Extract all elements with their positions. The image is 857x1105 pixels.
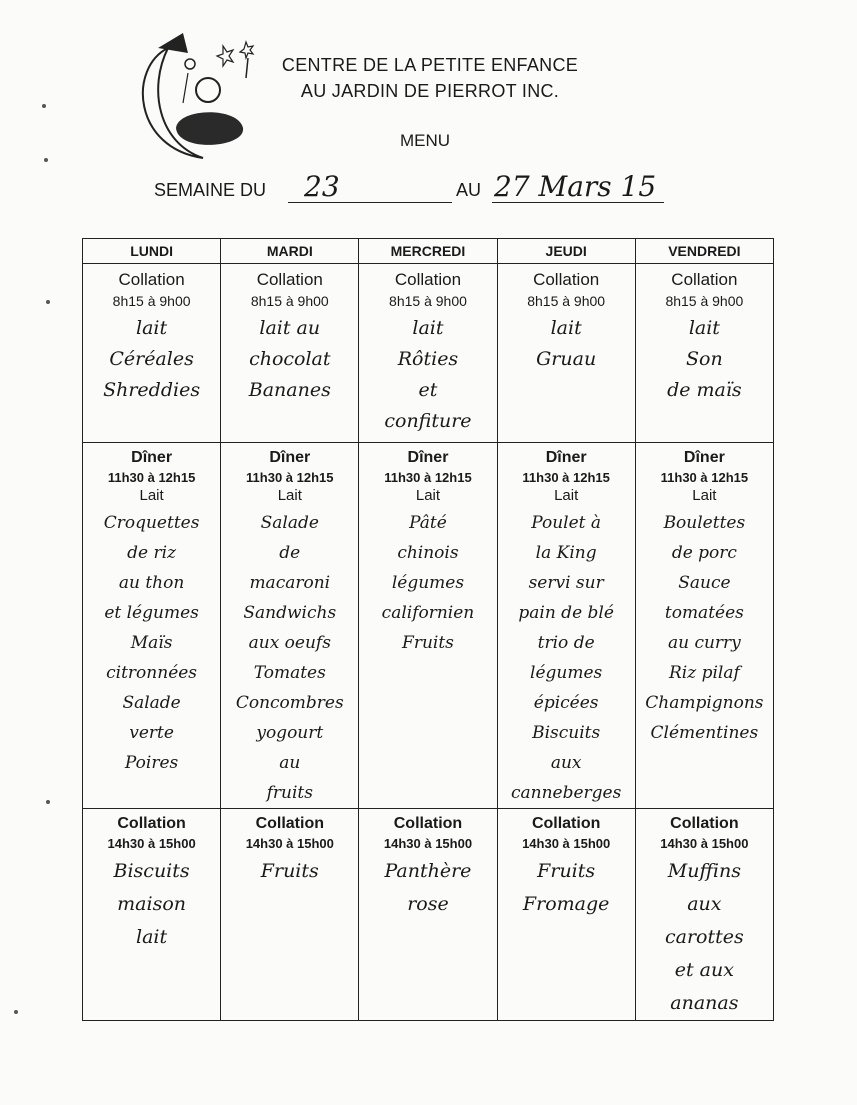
menu-item: Biscuits [532,723,601,743]
morning-label: Collation [394,270,462,289]
menu-item: Fruits [537,860,596,882]
menu-item: Riz pilaf [668,663,740,683]
menu-item: Salade [122,693,181,713]
menu-item: lait [412,317,444,339]
menu-item: maison [117,893,187,915]
afternoon-cell-mercredi [359,809,497,1021]
menu-item: Poires [124,753,179,773]
weekly-menu-table [82,238,774,1021]
morning-cell-mardi [221,264,359,443]
afternoon-label: Collation [393,815,463,832]
lunch-cell-jeudi [497,443,635,809]
menu-item: lait au [259,317,321,339]
menu-item: Clémentines [650,723,759,743]
week-from-value: 23 [304,170,340,203]
menu-item: Fruits [260,860,319,882]
day-header-vendredi: VENDREDI [635,239,773,264]
menu-item: et [418,379,438,401]
morning-time: 8h15 à 9h00 [250,293,329,309]
menu-item: épicées [533,693,599,713]
menu-item: légumes [391,573,465,593]
afternoon-cell-jeudi [497,809,635,1021]
menu-item: lait [136,317,168,339]
menu-items [636,855,773,1020]
menu-items [221,313,358,406]
menu-item: de riz [127,543,177,563]
menu-items [83,313,220,406]
menu-items [359,313,496,437]
afternoon-time: 14h30 à 15h00 [660,836,749,851]
menu-item: Salade [260,513,319,533]
lunch-milk: Lait [692,487,717,504]
menu-item: lait [550,317,582,339]
menu-items [221,508,358,808]
lunch-cell-vendredi [635,443,773,809]
menu-item: Concombres [235,693,344,713]
menu-item: citronnées [106,663,198,683]
menu-items [636,313,773,406]
morning-time: 8h15 à 9h00 [665,293,744,309]
morning-cell-vendredi [635,264,773,443]
menu-items [359,855,496,921]
afternoon-label: Collation [670,815,739,832]
morning-label: Collation [256,270,323,289]
lunch-milk: Lait [415,487,441,504]
week-line [154,172,714,212]
menu-items [83,855,220,954]
lunch-time: 11h30 à 12h15 [660,470,749,485]
menu-item: ananas [670,992,739,1014]
menu-item: lait [688,317,720,339]
lunch-time: 11h30 à 12h15 [384,470,472,485]
menu-item: la King [535,543,597,563]
lunch-label: Dîner [683,449,725,466]
menu-item: chocolat [249,348,331,370]
lunch-cell-mercredi [359,443,497,809]
menu-items [498,855,635,921]
day-header-lundi: LUNDI [83,239,221,264]
menu-item: Boulettes [663,513,746,533]
day-header-row [83,239,774,264]
lunch-time: 11h30 à 12h15 [522,470,610,485]
lunch-cell-mardi [221,443,359,809]
lunch-time: 11h30 à 12h15 [107,470,196,485]
menu-item: Maïs [130,633,173,653]
menu-item: lait [136,926,168,948]
menu-item: aux [687,893,722,915]
menu-item: Champignons [645,693,764,713]
menu-item: carottes [664,926,744,948]
lunch-milk: Lait [277,487,302,504]
afternoon-time: 14h30 à 15h00 [383,836,473,851]
menu-items [636,508,773,748]
menu-items [359,508,496,658]
lunch-cell-lundi [83,443,221,809]
menu-item: Fruits [402,633,454,653]
menu-item: de maïs [667,379,742,401]
menu-items [498,313,635,375]
menu-item: Gruau [536,348,597,370]
morning-label: Collation [671,270,738,289]
menu-item: Biscuits [113,860,190,882]
menu-item: au thon [118,573,185,593]
afternoon-snack-row [83,809,774,1021]
afternoon-time: 14h30 à 15h00 [522,836,611,851]
scan-speck [42,104,46,108]
menu-item: légumes [530,663,603,683]
org-line-1: CENTRE DE LA PETITE ENFANCE [281,55,579,75]
menu-items [221,855,358,888]
afternoon-cell-vendredi [635,809,773,1021]
lunch-milk: Lait [554,487,579,504]
menu-item: Fromage [522,893,610,915]
week-from-label: SEMAINE DU [154,180,267,200]
menu-item: de [279,543,301,563]
week-to-value: 27 Mars 15 [494,170,657,203]
menu-item: verte [129,723,174,743]
menu-item: Shreddies [103,379,201,401]
menu-item: chinois [397,543,459,563]
menu-item: tomatées [664,603,744,623]
day-header-mercredi: MERCREDI [359,239,497,264]
menu-item: au [279,753,301,773]
week-to-label: AU [456,180,482,200]
menu-item: yogourt [256,723,324,743]
morning-cell-lundi [83,264,221,443]
menu-items [498,508,635,808]
menu-item: aux oeufs [248,633,331,653]
menu-item: au curry [667,633,741,653]
day-header-jeudi: JEUDI [497,239,635,264]
menu-items [83,508,220,778]
morning-time: 8h15 à 9h00 [527,293,606,309]
org-line-2: AU JARDIN DE PIERROT INC. [300,81,560,101]
lunch-time: 11h30 à 12h15 [246,470,334,485]
menu-item: rose [407,893,449,915]
morning-cell-jeudi [497,264,635,443]
menu-item: aux [550,753,582,773]
menu-item: servi sur [528,573,604,593]
scan-speck [46,300,50,304]
morning-label: Collation [118,270,185,289]
morning-time: 8h15 à 9h00 [389,293,467,309]
menu-item: pain de blé [518,603,614,623]
afternoon-cell-lundi [83,809,221,1021]
menu-item: Sauce [678,573,731,593]
menu-item: trio de [537,633,595,653]
menu-item: Poulet à [531,513,602,533]
morning-snack-row [83,264,774,443]
scan-speck [44,158,48,162]
afternoon-time: 14h30 à 15h00 [245,836,334,851]
menu-item: Muffins [667,860,741,882]
menu-item: Rôties [397,348,459,370]
menu-item: de porc [671,543,737,563]
menu-item: Céréales [109,348,194,370]
menu-item: fruits [266,783,313,803]
lunch-label: Dîner [545,449,587,466]
menu-item: Tomates [253,663,326,683]
afternoon-cell-mardi [221,809,359,1021]
lunch-label: Dîner [407,449,449,466]
lunch-milk: Lait [139,487,164,504]
menu-item: Panthère [384,860,472,882]
menu-item: canneberges [510,783,622,803]
scan-speck [46,800,50,804]
menu-item: macaroni [249,573,331,593]
morning-label: Collation [533,270,600,289]
menu-item: confiture [384,410,472,432]
afternoon-label: Collation [255,815,324,832]
scan-speck [14,1010,18,1014]
menu-item: californien [381,603,475,623]
menu-title: MENU [400,131,451,150]
menu-item: Bananes [248,379,331,401]
menu-item: et aux [674,959,734,981]
menu-item: Pâté [409,513,447,533]
menu-item: Son [686,348,723,370]
organization-name [240,52,620,104]
menu-item: Sandwichs [243,603,337,623]
morning-time: 8h15 à 9h00 [112,293,191,309]
lunch-row [83,443,774,809]
lunch-label: Dîner [131,449,173,466]
afternoon-label: Collation [531,815,601,832]
morning-cell-mercredi [359,264,497,443]
day-header-mardi: MARDI [221,239,359,264]
afternoon-time: 14h30 à 15h00 [107,836,196,851]
afternoon-label: Collation [117,815,186,832]
menu-item: et légumes [104,603,199,623]
menu-item: Croquettes [103,513,200,533]
lunch-label: Dîner [269,449,311,466]
